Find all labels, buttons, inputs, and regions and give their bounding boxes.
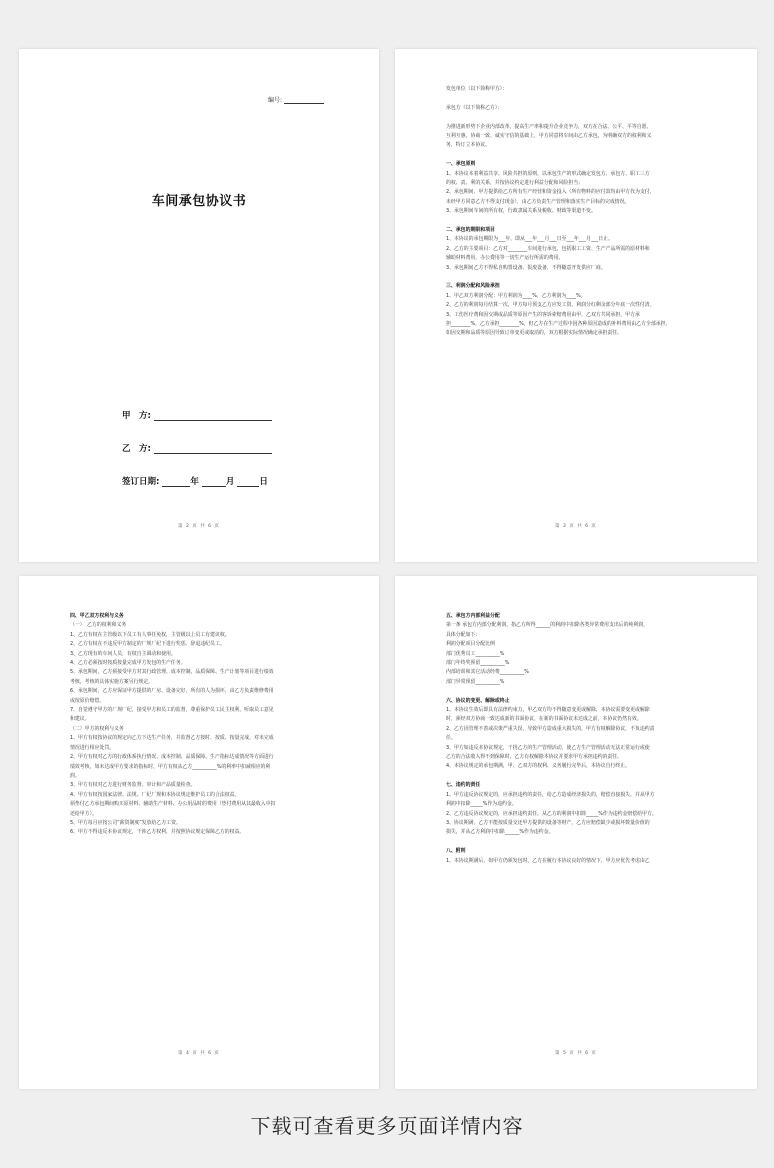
sign-date-label: 签订日期: xyxy=(122,477,160,487)
text-line: 部门异常预留__________% xyxy=(446,678,505,685)
paragraph-gap xyxy=(446,838,710,847)
text-line: 互利互惠、协商一致、诚实守信的基础上，甲方同意将车间由乙方承包，为明确双方的权利和义 xyxy=(446,133,652,139)
document-page-3 xyxy=(395,49,757,562)
text-line: 考核，考核的具体实施方案另行规定。 xyxy=(70,678,154,685)
party-a-underline xyxy=(154,411,272,421)
party-b-line xyxy=(122,442,272,454)
text-line: 1、本协议生效后即具有法律约束力，甲乙双方均不得随意变更或解除，本协议需要变更或解除 xyxy=(446,707,650,714)
text-line: 2、乙方违反协议规定的，应承担违约责任，从乙方的利润中扣除_____%作为违约金赔偿给甲方。 xyxy=(446,810,657,817)
text-line: 3、甲方有权对乙方进行财务监督、审计和产品质量检查。 xyxy=(70,782,196,789)
paragraph-gap xyxy=(446,113,710,122)
section-heading: 七、违约的责任 xyxy=(446,782,481,789)
text-line: 4、本协议规定的承包期满，甲、乙双方的权利、义务履行完毕后，本协议自行终止。 xyxy=(446,763,631,770)
paragraph-gap xyxy=(446,772,710,781)
text-line: 绩效考核，如未达成甲方要求的指标时，甲方有权从乙方__________%的利率中扣减相应的利 xyxy=(70,763,271,770)
text-line: 4、乙方必须按时按质按量完成甲方发包的生产任务。 xyxy=(70,660,186,667)
text-line: 未经甲方同意乙方不得支付现金），由乙方负责生产管理和落实生产目标的完成情况。 xyxy=(446,198,630,205)
text-line: 2、承包期间，甲方提供给乙方所有生产经营和资金投入（所有物料的应付款均由甲方代为支付， xyxy=(446,189,655,196)
page-body xyxy=(446,612,710,866)
text-line: 1、本协议本着利益共享、风险共担的原则，以承包生产的形式确定发包方、承包方、职工三方 xyxy=(446,170,650,177)
paragraph-gap xyxy=(446,217,710,226)
party-b-underline xyxy=(154,444,272,454)
text-line: 润。 xyxy=(70,772,80,779)
text-line: 1、甲乙双方利润分配：甲方利润为____%，乙方利润为____%。 xyxy=(446,292,586,299)
text-line: 1、本协议期满后，如甲方仍须发包时，乙方在履行本协议良好的情况下，甲方应优先考虑由乙 xyxy=(446,857,650,864)
document-title: 车间承包协议书 xyxy=(151,194,247,209)
page-number: 第 2 页 共 6 页 xyxy=(178,524,220,529)
section-heading: 二、承包的期限和项目 xyxy=(446,227,495,234)
text-line: 利润分配项目分配比例 xyxy=(446,641,495,648)
text-line: 3、承包期间乙方不得私自购置设备、报废设备，不得随意开发供应厂商。 xyxy=(446,264,606,271)
text-line: （一） 乙方的权利和义务 xyxy=(70,622,127,629)
text-line: 5、甲方每月应按公司“薪资制度”发放给乙方工资。 xyxy=(70,819,181,826)
text-line: 辅助材料费用、办公费用等一切生产运行所需的费用。 xyxy=(446,255,564,262)
text-line: 5、承包期间，乙方须接受甲方对其行政管理、成本控制、品质保障、生产计划等项目进行绩效 xyxy=(70,669,274,676)
text-line: 4、甲方有权按国家法律、法规、厂纪厂规和本协议规定维护员工的合法权益。 xyxy=(70,791,240,798)
section-heading: 八、附则 xyxy=(446,848,466,855)
party-a-label: 甲 方: xyxy=(122,411,151,421)
text-line: 或按原价赔偿。 xyxy=(70,697,105,704)
paragraph-gap xyxy=(446,687,710,696)
serial-label: 编号: xyxy=(267,97,282,104)
text-line: 时，须经双方协商一致达成新的书面协议，在新的书面协议未达成之前，本协议仍然有效。 xyxy=(446,716,642,723)
month-label: 月 xyxy=(225,477,235,487)
document-page-2 xyxy=(19,49,379,562)
section-heading: 三、利润分配和风险承担 xyxy=(446,283,500,290)
text-line: 乙方的合法收入得不到保障时，乙方有权解除本协议并要求甲方承担违约的责任。 xyxy=(446,754,623,761)
page-number: 第 4 页 共 6 页 xyxy=(178,1051,220,1056)
text-line: 第一条 承包方内部分配利润，指乙方所得______的利润中扣除各类异常费用支出后的纯利润， xyxy=(446,622,649,629)
text-line: 3、甲方如违反本协议规定，干扰乙方的生产管理活动，使乙方生产管理活动无法正常运行或使 xyxy=(446,744,650,751)
text-line: 内部培训和其它活动经费__________% xyxy=(446,669,529,676)
text-line: 2、乙方有权在不违反甲方制定的厂规厂纪下进行奖惩、辞退违纪员工。 xyxy=(70,641,225,648)
text-line: 具体分配如下： xyxy=(446,631,481,638)
text-line: 任。 xyxy=(446,735,456,742)
text-line: 2、甲方有权对乙方的行政体系执行情况、成本控制、品质保障、生产指标达成情况等方面进行 xyxy=(70,754,274,761)
paragraph-gap xyxy=(446,151,710,160)
page-body xyxy=(446,85,710,339)
text-line: 担________%，乙方承担________%，但乙方在生产过程中因各种原因造成的补料费用由乙方全部承担， xyxy=(446,321,671,328)
party-a-line xyxy=(122,409,272,421)
text-line: 1、甲方有权按协议的规定向乙方下达生产任务，并监督乙方按时、按质、按量完成，对未完成 xyxy=(70,735,274,742)
page-number: 第 5 页 共 6 页 xyxy=(555,1051,597,1056)
text-line: 须垫付乙方承包期间购买原材料、辅助生产材料、办公用品时的费用（垫付费用从其最收入中扣 xyxy=(70,801,276,808)
text-line: 3、承包期间车间的所有权，行政隶属关系及税收、财政等渠道不变。 xyxy=(446,208,596,215)
year-label: 年 xyxy=(190,477,199,487)
text-line: 7、自觉遵守甲方的厂规厂纪，接受甲方和员工的监督，尊重保护员工民主权利，听取员工意见 xyxy=(70,707,274,714)
text-line: 情况进行相应处罚。 xyxy=(70,744,115,751)
text-line: 利润中扣除_____%作为违约金。 xyxy=(446,801,517,808)
day-label: 日 xyxy=(259,477,268,487)
text-line: 2、乙方的利润每月结算一次，甲方每月预支乙方应发工资，利润分红剩余部分年底一次性付清。 xyxy=(446,302,655,309)
text-line: 1、乙方有权在主管级以下员工有人事任免权，主管级以上员工有建议权。 xyxy=(70,631,230,638)
text-line: 2、乙方因管理不善或决策严重失误，导致甲方造成重大损失的，甲方有权解除协议，不负违约责 xyxy=(446,725,655,732)
text-line: 3、乙方现有的车间人员，有权自主调动和使用。 xyxy=(70,650,176,657)
text-line: 发包单位（以下简称甲方）： xyxy=(446,86,508,92)
text-line: 部门优秀员工__________% xyxy=(446,650,505,657)
text-line: 2、乙方的主要项目：乙方对________车间进行承包，包括职工工资、生产产品所需的原材料和 xyxy=(446,245,650,252)
serial-underline xyxy=(284,98,324,104)
text-line: 1、本协议的承包期限为___年，即从___年___月___日至___年___月___日止。 xyxy=(446,236,613,243)
day-underline xyxy=(237,477,259,487)
text-line: 和建议。 xyxy=(70,716,90,723)
page-number: 第 3 页 共 6 页 xyxy=(555,524,597,529)
serial-number xyxy=(268,95,324,104)
text-line: 承包方（以下简称乙方）： xyxy=(446,104,503,111)
page-body xyxy=(70,612,332,838)
text-line: 3、工伤医疗费和因交期或品质等原因产生的客诉索赔费用由甲、乙双方共同承担，甲方承 xyxy=(446,311,640,318)
text-line: 1、甲方违反协议规定的，应承担违约的责任，给乙方造成经济损失的，赔偿直接损失，并从甲方 xyxy=(446,791,655,798)
download-caption: 下载可查看更多页面详情内容 xyxy=(250,1114,524,1138)
document-page-5 xyxy=(395,576,757,1089)
text-line: （二）甲方的权利与义务 xyxy=(70,725,124,732)
paragraph-gap xyxy=(446,273,710,282)
text-line: 3、协议期满，乙方不能按质量交还甲方提供的设备等财产，乙方应赔偿缺少或损坏数量价值的 xyxy=(446,819,650,826)
text-line: 为推进新形势下企业内部改革，提高生产率和提升企业竞争力，双方在合法、公平、平等自愿、 xyxy=(446,123,652,130)
text-line: 务，特订立本协议。 xyxy=(446,142,491,149)
text-line: 损失，并从乙方利润中扣除______%作为违约金。 xyxy=(446,829,554,836)
text-line: 部门年终奖预留__________% xyxy=(446,660,510,667)
text-line: 还给甲方）。 xyxy=(70,810,97,817)
section-heading: 五、承包方内部利益分配 xyxy=(446,613,500,619)
sign-date-line xyxy=(122,475,268,487)
text-line: 6、承包期间，乙方应保证甲方提供的厂房、设备完好，所有的人为损坏，由乙方负责维修费用 xyxy=(70,688,274,695)
paragraph-gap xyxy=(446,94,710,103)
section-heading: 六、协议的变更、解除或终止 xyxy=(446,697,510,704)
text-line: 的权、责、利的关系，并按协议约定进行利益分配和风险担当； xyxy=(446,180,583,187)
text-line: 6、甲方不得违反本协议规定，干涉乙方权利，并按照协议规定保障乙方的权益。 xyxy=(70,829,245,836)
year-underline xyxy=(162,477,190,487)
month-underline xyxy=(202,477,226,487)
section-heading: 四、甲乙双方权利与义务 xyxy=(70,613,124,619)
text-line: 如因交期和品质等原因导致订单变更或取消的，双方根据实际情况确定承担责任。 xyxy=(446,330,623,337)
document-page-4 xyxy=(19,576,379,1089)
party-b-label: 乙 方: xyxy=(122,444,151,454)
section-heading: 一、承包原则 xyxy=(446,161,476,168)
